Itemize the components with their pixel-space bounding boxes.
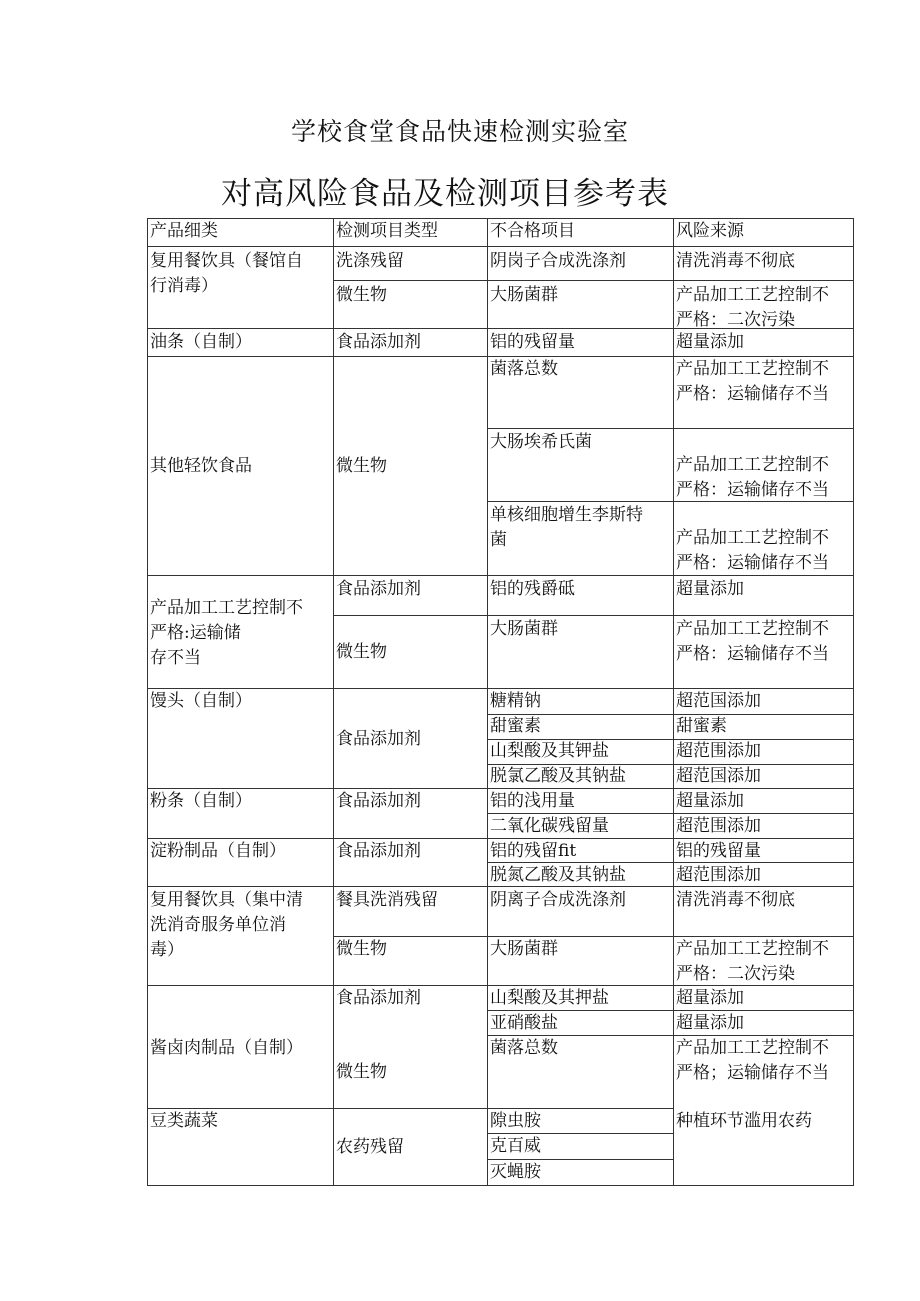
risk-source-cell: 甜蜜素 xyxy=(676,716,727,736)
category-cell: 复用餐饮具（集中清 洗消奇服务单位消 毒） xyxy=(150,890,303,960)
risk-source-cell: 超范围添加 xyxy=(676,816,761,836)
failed-item-cell: 大肠埃希氏菌 xyxy=(490,432,592,452)
risk-source-cell: 清洗消毒不彻底 xyxy=(676,890,795,910)
failed-item-cell: 糖精钠 xyxy=(490,691,541,711)
category-cell: 油条（自制） xyxy=(150,332,252,352)
header-failed-item: 不合格项目 xyxy=(490,221,575,241)
failed-item-cell: 脱氮乙酸及其钠盐 xyxy=(490,865,626,885)
test-type-cell: 食品添加剂 xyxy=(336,988,421,1008)
failed-item-cell: 甜蜜素 xyxy=(490,716,541,736)
failed-item-cell: 阴离子合成洗涤剂 xyxy=(490,890,626,910)
failed-item-cell: 菌落总数 xyxy=(490,1038,558,1058)
risk-source-cell: 超量添加 xyxy=(676,1013,744,1033)
risk-source-cell: 超范围添加 xyxy=(676,741,761,761)
failed-item-cell: 菌落总数 xyxy=(490,359,558,379)
risk-source-cell: 产品加工工艺控制不 严格：运输储存不当 xyxy=(676,619,829,664)
failed-item-cell: 大肠菌群 xyxy=(490,619,558,639)
failed-item-cell: 单核细胞增生李斯特 菌 xyxy=(490,505,643,550)
failed-item-cell: 亚硝酸盐 xyxy=(490,1013,558,1033)
category-cell: 淀粉制品（自制） xyxy=(150,841,286,861)
risk-source-cell: 超范围添加 xyxy=(676,865,761,885)
failed-item-cell: 山梨酸及其钾盐 xyxy=(490,741,609,761)
failed-item-cell: 二氧化碳残留量 xyxy=(490,816,609,836)
risk-source-cell: 铝的残留量 xyxy=(676,841,761,861)
failed-item-cell: 铝的浅用量 xyxy=(490,791,575,811)
header-risk-source: 风险来源 xyxy=(676,221,744,241)
risk-source-cell: 产品加工工艺控制不 严格：二次污染 xyxy=(676,285,829,330)
category-cell: 复用餐饮具（餐馆自 行消毒） xyxy=(150,251,303,296)
failed-item-cell: 大肠菌群 xyxy=(490,939,558,959)
risk-source-cell: 产品加工工艺控制不 严格：运输储存不当 xyxy=(676,528,829,573)
failed-item-cell: 克百威 xyxy=(490,1136,541,1156)
document-title: 学校食堂食品快速检测实验室 xyxy=(290,117,629,146)
header-category: 产品细类 xyxy=(150,221,218,241)
test-type-cell: 微生物 xyxy=(336,456,387,476)
test-type-cell: 洗涤残留 xyxy=(336,251,404,271)
test-type-cell: 微生物 xyxy=(336,1062,387,1082)
risk-source-cell: 产品加工工艺控制不 严格：运输储存不当 xyxy=(676,359,829,404)
category-cell: 酱卤肉制品（自制） xyxy=(150,1038,303,1058)
risk-source-cell: 超量添加 xyxy=(676,791,744,811)
test-type-cell: 食品添加剂 xyxy=(336,332,421,352)
test-type-cell: 食品添加剂 xyxy=(336,579,421,599)
risk-source-cell: 产品加工工艺控制不 严格：运输储存不当 xyxy=(676,455,829,500)
category-cell: 豆类蔬菜 xyxy=(150,1111,218,1131)
category-cell: 其他轻饮食品 xyxy=(150,456,252,476)
failed-item-cell: 阴岗子合成洗涤剂 xyxy=(490,251,626,271)
test-type-cell: 微生物 xyxy=(336,642,387,662)
risk-source-cell: 种植环节滥用农药 xyxy=(676,1111,812,1131)
risk-source-cell: 清洗消毒不彻底 xyxy=(676,251,795,271)
test-type-cell: 食品添加剂 xyxy=(336,729,421,749)
failed-item-cell: 灭蝇胺 xyxy=(490,1162,541,1182)
risk-source-cell: 产品加工工艺控制不 严格；运输储存不当 xyxy=(676,1038,829,1083)
risk-source-cell: 超范国添加 xyxy=(676,766,761,786)
test-type-cell: 微生物 xyxy=(336,939,387,959)
risk-source-cell: 超量添加 xyxy=(676,332,744,352)
failed-item-cell: 隙虫胺 xyxy=(490,1111,541,1131)
failed-item-cell: 铝的残爵砥 xyxy=(490,579,575,599)
table-title: 对高风险食品及检测项目参考表 xyxy=(221,176,669,212)
test-type-cell: 食品添加剂 xyxy=(336,791,421,811)
test-type-cell: 餐具洗消残留 xyxy=(336,890,438,910)
risk-source-cell: 产品加工工艺控制不 严格：二次污染 xyxy=(676,939,829,984)
failed-item-cell: 大肠菌群 xyxy=(490,285,558,305)
risk-source-cell: 超范国添加 xyxy=(676,691,761,711)
failed-item-cell: 铝的残留fit xyxy=(490,841,577,861)
category-cell: 馒头（自制） xyxy=(150,691,252,711)
failed-item-cell: 脱氯乙酸及其钠盐 xyxy=(490,766,626,786)
category-cell: 产品加工工艺控制不 严格:运输储 存不当 xyxy=(150,598,303,668)
test-type-cell: 食品添加剂 xyxy=(336,841,421,861)
header-test-type: 检测项目类型 xyxy=(336,221,438,241)
category-cell: 粉条（自制） xyxy=(150,791,252,811)
risk-source-cell: 超量添加 xyxy=(676,988,744,1008)
failed-item-cell: 铝的残留量 xyxy=(490,332,575,352)
test-type-cell: 微生物 xyxy=(336,285,387,305)
test-type-cell: 农药残留 xyxy=(336,1137,404,1157)
risk-source-cell: 超量添加 xyxy=(676,579,744,599)
failed-item-cell: 山梨酸及其押盐 xyxy=(490,988,609,1008)
